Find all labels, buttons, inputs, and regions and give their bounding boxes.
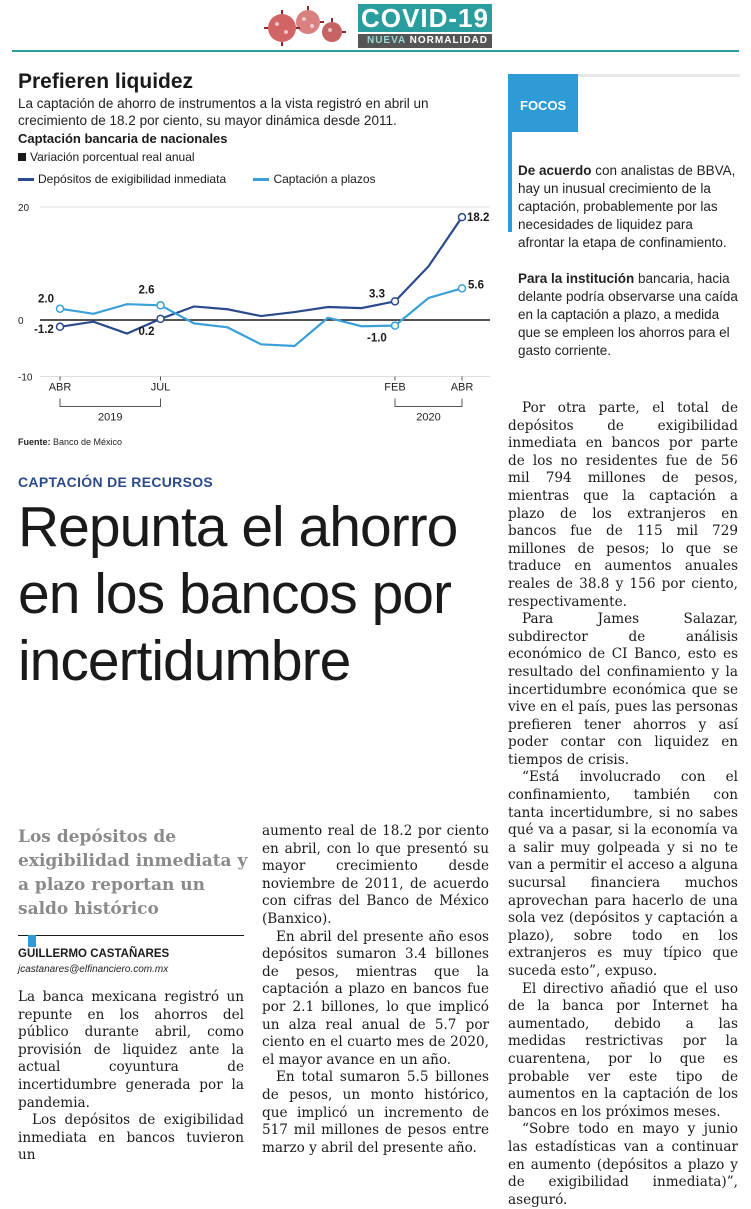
series-line-depositos [60,217,462,333]
chart-title: Prefieren liquidez [18,70,194,93]
focos-top-rule [578,74,740,77]
data-label: 2.6 [138,284,155,297]
legend-item-plazos [253,172,375,186]
data-point [459,285,466,292]
author-email[interactable]: jcastanares@elfinanciero.com.mx [18,964,169,975]
focos-tab-label: FOCOS [520,98,567,113]
legend-swatch [18,178,34,181]
x-tick-label: ABR [48,381,72,394]
data-point [57,305,64,312]
column-2 [262,823,489,1157]
chart-unit-text: Variación porcentual real anual [30,150,195,164]
focos-p1-text: con analistas de BBVA, hay un inusual crecimiento de la captación, probablemente por las necesidades de liquidez para afrontar la etapa de confinamiento. [518,163,736,250]
data-label: 0.2 [138,325,155,338]
paragraph: Por otra parte, el total de depósitos de exigibilidad inmediata en bancos por parte de los no residentes fue de 56 mil 794 millones de pesos, mientras que la captación a plazo de los extranjeros en bancos fue de 115 mil 729 millones de pesos; lo que se traduce en aumentos anuales reales de 38.8 y 156 por ciento, respectivamente. [508,400,738,610]
year-label: 2020 [416,411,441,424]
y-tick-label: 20 [18,203,30,214]
paragraph: “Sobre todo en mayo y junio las estadísticas van a continuar en aumento (depósitos a plazo y de exigibilidad inmediata)”, aseguró. [508,1121,738,1208]
chart-source [18,437,122,447]
data-label: 18.2 [467,212,490,225]
focos-p2-bold: Para la institución [518,271,635,286]
paragraph: aumento real de 18.2 por ciento en abril, con lo que presentó su mayor crecimiento desde noviembre de 2011, de acuerdo con cifras del Banco de México (Banxico). [262,823,489,927]
paragraph: En total sumaron 5.5 billones de pesos, un monto histórico, que implicó un incremento de 517 mil millones de pesos entre marzo y abril del presente año. [262,1069,489,1156]
focos-p1-bold: De acuerdo [518,163,592,178]
focos-side-rule [508,132,512,232]
year-bracket [60,399,161,407]
headline: Repunta el ahorro en los bancos por incertidumbre [18,495,458,693]
coronavirus-icon [262,4,352,48]
x-tick-label: FEB [384,381,406,394]
x-tick-label: JUL [150,381,171,394]
x-tick-label: ABR [450,381,474,394]
legend-swatch [253,178,269,181]
paragraph: La banca mexicana registró un repunte en los ahorros del público durante abril, como provisión de liquidez ante la actual coyuntura de incertidumbre generada por la pandemia. [18,989,244,1111]
paragraph: Para James Salazar, subdirector de análisis económico de CI Banco, esto es resultado del confinamiento y la incertidumbre económica que se vive en el país, pues las personas prefieren tener ahorros y así poder contar con liquidez en tiempos de crisis. [508,611,738,768]
deck: Los depósitos de exigibilidad inmediata y a plazo reportan un saldo histórico [18,827,248,919]
banner-subtitle [358,34,492,48]
banner-sub-1: NUEVA [366,35,406,46]
legend-label: Captación a plazos [273,172,376,186]
focos-paragraph-2 [518,270,740,360]
legend-label: Depósitos de exigibilidad inmediata [38,172,227,186]
chart-unit [18,150,195,164]
data-label: -1.0 [367,332,387,345]
paragraph: En abril del presente año esos depósitos sumaron 3.4 billones de pesos, mientras que la captación a plazo en bancos fue por 2.1 billones, lo que implicó un alza real anual de 5.7 por ciento en el cuarto mes de 2020, el mayor avance en un año. [262,928,489,1068]
section-label: CAPTACIÓN DE RECURSOS [18,474,214,490]
paragraph: “Está involucrado con el confinamiento, también con tanta incertidumbre, si no sabes qué va a pasar, si la economía va a salir muy golpeada y si no te van a permitir el acceso a alguna sucursal financiera muchos aprovechan para hacerlo de una sola vez (depósitos y captación a plazo), sobre todo en los extranjeros es muy típico que suceda esto”, expuso. [508,769,738,979]
data-point [392,298,399,305]
data-point [157,315,164,322]
y-tick-label: -10 [18,372,33,384]
banner-sub-2: NORMALIDAD [409,35,488,46]
data-point [157,302,164,309]
data-label: 5.6 [468,279,484,292]
paragraph: Los depósitos de exigibilidad inmediata en bancos tuvieron un [18,1112,244,1164]
data-label: -1.2 [34,323,54,336]
byline-rule [18,935,244,936]
section-banner [262,4,494,48]
data-label: 2.0 [38,293,54,306]
source-label: Fuente: [18,437,51,447]
focos-box [508,74,740,366]
unit-square-icon [18,153,26,161]
top-rule [12,50,739,52]
data-point [57,323,64,330]
author-name: GUILLERMO CASTAÑARES [18,948,170,960]
focos-p2-text: bancaria, hacia delante podría observarse una caída en la captación a plazo, a medida que se empleen los ahorros para el gasto corriente. [518,271,738,358]
year-bracket [395,399,462,407]
line-chart [0,190,500,440]
banner-title: COVID-19 [358,4,492,32]
chart-description: La captación de ahorro de instrumentos a la vista registró en abril un crecimiento de 18.2 por ciento, su mayor dinámica desde 2011. [18,96,429,128]
chart-subtitle: Captación bancaria de nacionales [18,131,228,146]
chart-legend [18,172,400,186]
data-label: 3.3 [369,288,385,301]
series-line-plazos [60,288,462,346]
byline-marker [28,935,36,947]
source-text: Banco de México [53,437,123,447]
column-3 [508,400,738,1209]
data-point [392,322,399,329]
y-tick-label: 0 [18,316,24,327]
focos-paragraph-1 [518,162,740,252]
year-label: 2019 [98,411,123,424]
legend-item-depositos [18,172,226,186]
paragraph: El directivo añadió que el uso de la banca por Internet ha aumentado, debido a las medidas restrictivas por la cuarentena, por lo que es probable ver este tipo de aumentos en la captación de los bancos en los próximos meses. [508,980,738,1120]
focos-tab [508,74,578,132]
data-point [459,214,466,221]
column-1 [18,989,244,1165]
